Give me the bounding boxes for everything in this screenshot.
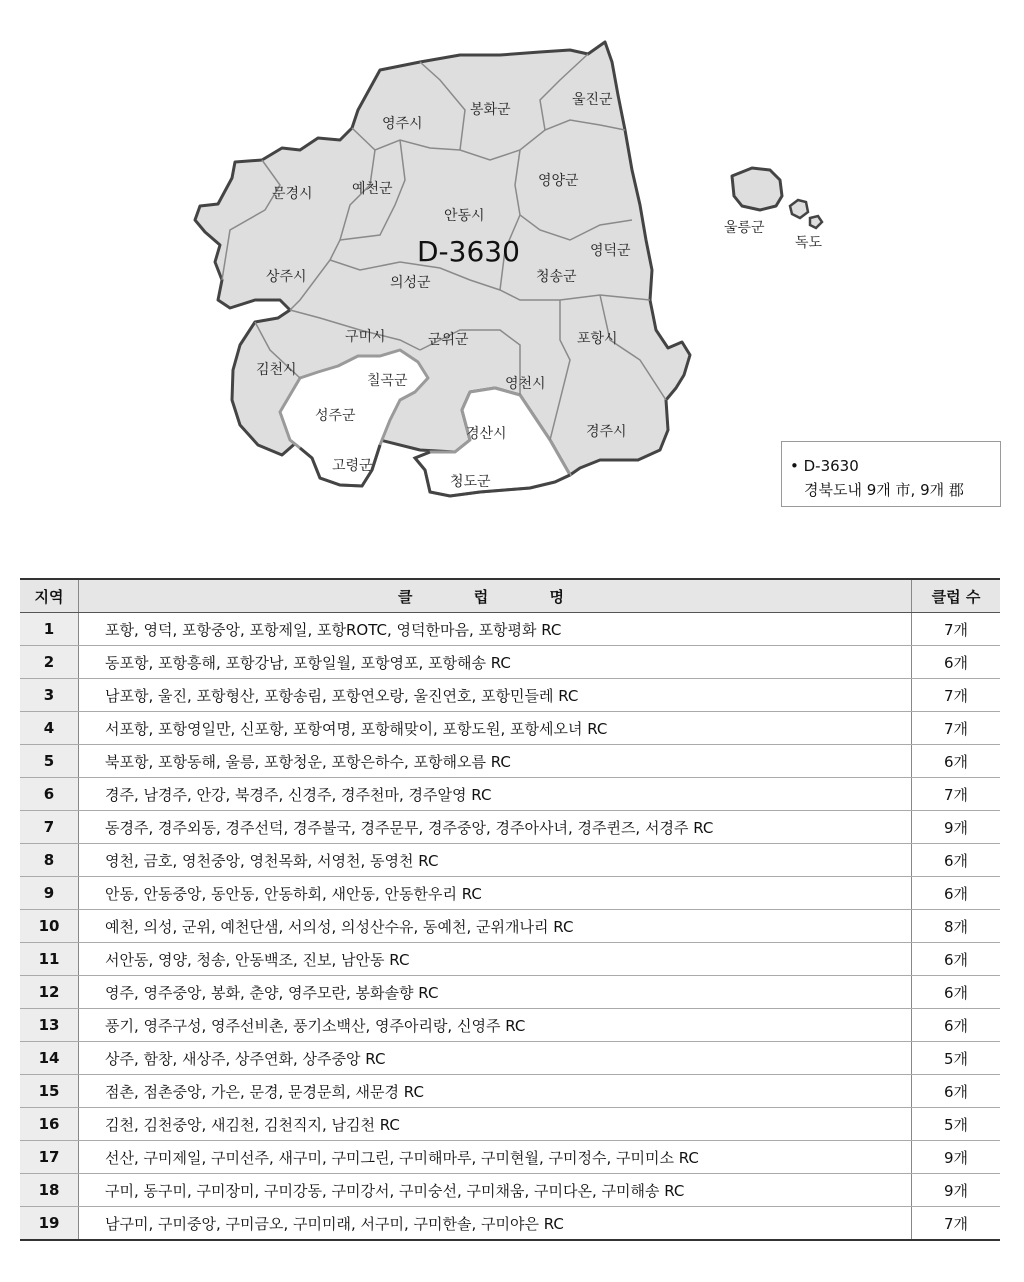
region-label-gimcheon: 김천시: [256, 362, 297, 378]
region-label-dokdo: 독도: [795, 235, 823, 251]
club-names-cell: 서안동, 영양, 청송, 안동백조, 진보, 남안동 RC: [79, 943, 912, 976]
club-names-cell: 김천, 김천중앙, 새김천, 김천직지, 남김천 RC: [79, 1108, 912, 1141]
club-names-cell: 경주, 남경주, 안강, 북경주, 신경주, 경주천마, 경주알영 RC: [79, 778, 912, 811]
club-names-cell: 영주, 영주중앙, 봉화, 춘양, 영주모란, 봉화솔향 RC: [79, 976, 912, 1009]
region-number-cell: 7: [20, 811, 79, 844]
club-count-cell: 6개: [912, 1009, 1001, 1042]
table-row: [20, 1174, 1000, 1207]
club-names-cell: 구미, 동구미, 구미장미, 구미강동, 구미강서, 구미숭선, 구미채움, 구미다온, 구미해송 RC: [79, 1174, 912, 1207]
table-row: [20, 1075, 1000, 1108]
club-count-cell: 9개: [912, 1174, 1001, 1207]
table-row: [20, 844, 1000, 877]
club-names-cell: 남구미, 구미중앙, 구미금오, 구미미래, 서구미, 구미한솔, 구미야은 RC: [79, 1207, 912, 1241]
region-label-ulleung: 울릉군: [724, 220, 765, 236]
club-names-cell: 북포항, 포항동해, 울릉, 포항청운, 포항은하수, 포항해오름 RC: [79, 745, 912, 778]
region-number-cell: 4: [20, 712, 79, 745]
legend-district-code: • D-3630: [790, 457, 859, 475]
region-label-seongju: 성주군: [315, 408, 356, 424]
table-row: [20, 613, 1000, 646]
club-names-cell: 안동, 안동중앙, 동안동, 안동하회, 새안동, 안동한우리 RC: [79, 877, 912, 910]
club-names-cell: 동포항, 포항흥해, 포항강남, 포항일월, 포항영포, 포항해송 RC: [79, 646, 912, 679]
club-names-cell: 상주, 함창, 새상주, 상주연화, 상주중앙 RC: [79, 1042, 912, 1075]
region-number-cell: 6: [20, 778, 79, 811]
table-row: [20, 877, 1000, 910]
club-count-cell: 6개: [912, 976, 1001, 1009]
legend-box: [781, 441, 1001, 507]
club-names-cell: 예천, 의성, 군위, 예천단샘, 서의성, 의성산수유, 동예천, 군위개나리 RC: [79, 910, 912, 943]
table-row: [20, 811, 1000, 844]
table-row: [20, 1108, 1000, 1141]
region-number-cell: 13: [20, 1009, 79, 1042]
club-count-cell: 6개: [912, 646, 1001, 679]
club-names-cell: 포항, 영덕, 포항중앙, 포항제일, 포항ROTC, 영덕한마음, 포항평화 RC: [79, 613, 912, 646]
club-count-cell: 6개: [912, 844, 1001, 877]
table-row: [20, 943, 1000, 976]
table-header-row: [20, 579, 1000, 613]
table-row: [20, 646, 1000, 679]
club-table: [20, 578, 1000, 1241]
region-label-andong: 안동시: [444, 208, 485, 224]
table-row: [20, 712, 1000, 745]
region-number-cell: 16: [20, 1108, 79, 1141]
ulleung-island-shape: [732, 168, 782, 210]
table-row: [20, 1042, 1000, 1075]
header-club-name-text: 클 럽 명: [398, 587, 592, 606]
region-number-cell: 19: [20, 1207, 79, 1241]
region-number-cell: 12: [20, 976, 79, 1009]
region-label-uljin: 울진군: [572, 92, 613, 108]
region-number-cell: 14: [20, 1042, 79, 1075]
district-code-label: D-3630: [417, 235, 520, 268]
region-number-cell: 2: [20, 646, 79, 679]
club-count-cell: 9개: [912, 811, 1001, 844]
region-label-gyeongju: 경주시: [586, 424, 627, 440]
region-number-cell: 1: [20, 613, 79, 646]
table-body: [20, 613, 1000, 1241]
region-number-cell: 10: [20, 910, 79, 943]
region-label-bonghwa: 봉화군: [470, 102, 511, 118]
club-names-cell: 풍기, 영주구성, 영주선비촌, 풍기소백산, 영주아리랑, 신영주 RC: [79, 1009, 912, 1042]
region-number-cell: 9: [20, 877, 79, 910]
region-label-yeongyang: 영양군: [538, 173, 579, 189]
header-club-name: [79, 579, 912, 613]
region-number-cell: 11: [20, 943, 79, 976]
club-count-cell: 7개: [912, 679, 1001, 712]
header-region: 지역: [20, 579, 79, 613]
region-label-gyeongsan: 경산시: [466, 426, 507, 442]
map-area: [0, 0, 1024, 540]
table-row: [20, 910, 1000, 943]
region-label-chilgok: 칠곡군: [367, 373, 408, 389]
club-count-cell: 7개: [912, 1207, 1001, 1241]
table-row: [20, 1141, 1000, 1174]
table-row: [20, 679, 1000, 712]
table-row: [20, 745, 1000, 778]
club-count-cell: 7개: [912, 778, 1001, 811]
table-row: [20, 778, 1000, 811]
region-label-uiseong: 의성군: [390, 275, 431, 291]
region-label-cheongdo: 청도군: [450, 474, 491, 490]
club-names-cell: 점촌, 점촌중앙, 가은, 문경, 문경문희, 새문경 RC: [79, 1075, 912, 1108]
club-names-cell: 남포항, 울진, 포항형산, 포항송림, 포항연오랑, 울진연호, 포항민들레 RC: [79, 679, 912, 712]
club-count-cell: 7개: [912, 613, 1001, 646]
region-number-cell: 5: [20, 745, 79, 778]
region-label-cheongsong: 청송군: [536, 269, 577, 285]
region-label-yeongdeok: 영덕군: [590, 243, 631, 259]
club-names-cell: 서포항, 포항영일만, 신포항, 포항여명, 포항해맞이, 포항도원, 포항세오녀 RC: [79, 712, 912, 745]
region-label-yeongcheon: 영천시: [505, 376, 546, 392]
region-number-cell: 15: [20, 1075, 79, 1108]
region-number-cell: 17: [20, 1141, 79, 1174]
club-count-cell: 9개: [912, 1141, 1001, 1174]
region-number-cell: 18: [20, 1174, 79, 1207]
region-label-gunwi: 군위군: [428, 332, 469, 348]
club-count-cell: 6개: [912, 745, 1001, 778]
region-label-pohang: 포항시: [577, 331, 618, 347]
header-club-count: 클럽 수: [912, 579, 1001, 613]
region-number-cell: 3: [20, 679, 79, 712]
club-names-cell: 영천, 금호, 영천중앙, 영천목화, 서영천, 동영천 RC: [79, 844, 912, 877]
club-count-cell: 7개: [912, 712, 1001, 745]
club-count-cell: 8개: [912, 910, 1001, 943]
dokdo-island-west: [790, 200, 808, 218]
club-count-cell: 6개: [912, 943, 1001, 976]
region-label-yeongju: 영주시: [382, 116, 423, 132]
legend-description: 경북도내 9개 市, 9개 郡: [804, 481, 964, 499]
club-count-cell: 6개: [912, 877, 1001, 910]
region-label-goryeong: 고령군: [332, 458, 373, 474]
dokdo-island-east: [810, 216, 822, 228]
region-label-mungyeong: 문경시: [272, 186, 313, 202]
club-names-cell: 선산, 구미제일, 구미선주, 새구미, 구미그린, 구미해마루, 구미현월, 구미정수, 구미미소 RC: [79, 1141, 912, 1174]
table-row: [20, 1009, 1000, 1042]
table-row: [20, 976, 1000, 1009]
club-names-cell: 동경주, 경주외동, 경주선덕, 경주불국, 경주문무, 경주중앙, 경주아사녀, 경주퀸즈, 서경주 RC: [79, 811, 912, 844]
club-count-cell: 5개: [912, 1108, 1001, 1141]
club-count-cell: 6개: [912, 1075, 1001, 1108]
region-label-gumi: 구미시: [345, 329, 386, 345]
region-number-cell: 8: [20, 844, 79, 877]
table-row: [20, 1207, 1000, 1241]
club-count-cell: 5개: [912, 1042, 1001, 1075]
region-label-yecheon: 예천군: [352, 181, 393, 197]
region-label-sangju: 상주시: [266, 269, 307, 285]
